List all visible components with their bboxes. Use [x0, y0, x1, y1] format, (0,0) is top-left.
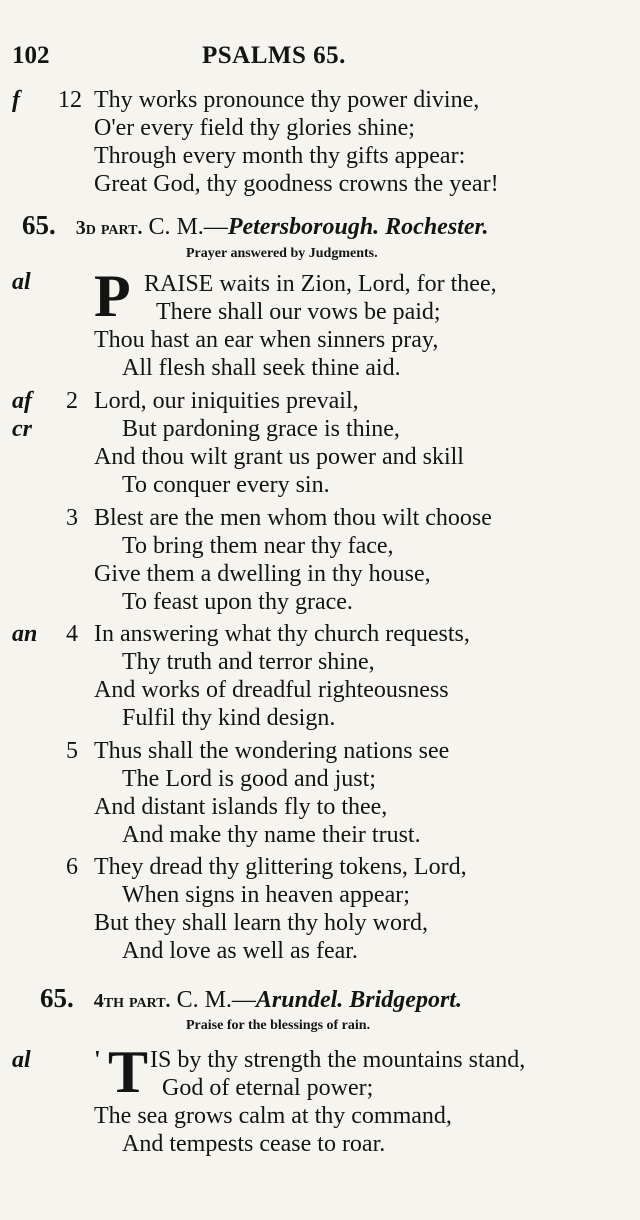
verse-line: In answering what thy church requests, [94, 621, 470, 647]
verse-line: All flesh shall seek thine aid. [122, 355, 401, 381]
section-subtitle: Prayer answered by Judgments. [186, 246, 378, 261]
dynamic-marking: cr [12, 416, 32, 442]
verse-line: Thus shall the wondering nations see [94, 738, 450, 764]
verse-number: 6 [66, 854, 78, 880]
verse-line: And works of dreadful righteousness [94, 677, 449, 703]
verse-line: To conquer every sin. [122, 472, 330, 498]
verse-line: Lord, our iniquities prevail, [94, 388, 359, 414]
verse-number: 2 [66, 388, 78, 414]
verse-line: God of eternal power; [162, 1075, 374, 1101]
verse-line: Great God, thy goodness crowns the year! [94, 171, 499, 197]
verse-line: Blest are the men whom thou wilt choose [94, 505, 492, 531]
verse-number: 5 [66, 738, 78, 764]
tune-names: Petersborough. Rochester. [227, 214, 489, 240]
verse-line: But pardoning grace is thine, [122, 416, 400, 442]
verse-line: And thou wilt grant us power and skill [94, 444, 464, 470]
page-number: 102 [12, 42, 50, 69]
verse-line: And love as well as fear. [122, 938, 358, 964]
dynamic-marking: af [12, 388, 32, 414]
apostrophe-mark: ' [94, 1047, 101, 1073]
verse-line: Thy truth and terror shine, [122, 649, 375, 675]
part-label: 4th part. [93, 990, 171, 1012]
verse-line: There shall our vows be paid; [156, 299, 441, 325]
drop-cap: P [94, 263, 131, 329]
drop-cap: T [108, 1039, 149, 1105]
psalm-number: 65. [22, 210, 56, 240]
part-label: 3d part. [75, 217, 143, 239]
section-subtitle: Praise for the blessings of rain. [186, 1018, 371, 1033]
verse-line: But they shall learn thy holy word, [94, 910, 428, 936]
psalm-number: 65. [40, 983, 74, 1013]
verse-line: When signs in heaven appear; [122, 882, 410, 908]
verse-line: And distant islands fly to thee, [94, 794, 388, 820]
page-header [12, 42, 612, 72]
meter-label: C. M.— [176, 987, 256, 1013]
verse-number: 12 [58, 87, 82, 113]
verse-line: To feast upon thy grace. [122, 589, 353, 615]
verse-line: And make thy name their trust. [122, 822, 421, 848]
meter-label: C. M.— [148, 214, 228, 240]
running-title: PSALMS 65. [202, 42, 346, 69]
verse-number: 3 [66, 505, 78, 531]
verse-number: 4 [66, 621, 78, 647]
dynamic-marking: al [12, 1047, 31, 1073]
verse-line: The sea grows calm at thy command, [94, 1103, 452, 1129]
dynamic-marking: f [12, 87, 20, 113]
verse-line: O'er every field thy glories shine; [94, 115, 415, 141]
verse-line: Thou hast an ear when sinners pray, [94, 327, 439, 353]
section-heading [40, 983, 462, 1016]
tune-names: Arundel. Bridgeport. [255, 987, 462, 1013]
dynamic-marking: an [12, 621, 38, 647]
section-heading [22, 210, 489, 243]
verse-line: Give them a dwelling in thy house, [94, 561, 431, 587]
verse-line: Fulfil thy kind design. [122, 705, 336, 731]
verse-line: And tempests cease to roar. [122, 1131, 386, 1157]
verse-line: Through every month thy gifts appear: [94, 143, 466, 169]
verse-line: The Lord is good and just; [122, 766, 376, 792]
verse-line: To bring them near thy face, [122, 533, 394, 559]
verse-line: RAISE waits in Zion, Lord, for thee, [144, 271, 497, 297]
verse-line: Thy works pronounce thy power divine, [94, 87, 480, 113]
verse-line: They dread thy glittering tokens, Lord, [94, 854, 467, 880]
verse-line: IS by thy strength the mountains stand, [150, 1047, 526, 1073]
dynamic-marking: al [12, 269, 31, 295]
